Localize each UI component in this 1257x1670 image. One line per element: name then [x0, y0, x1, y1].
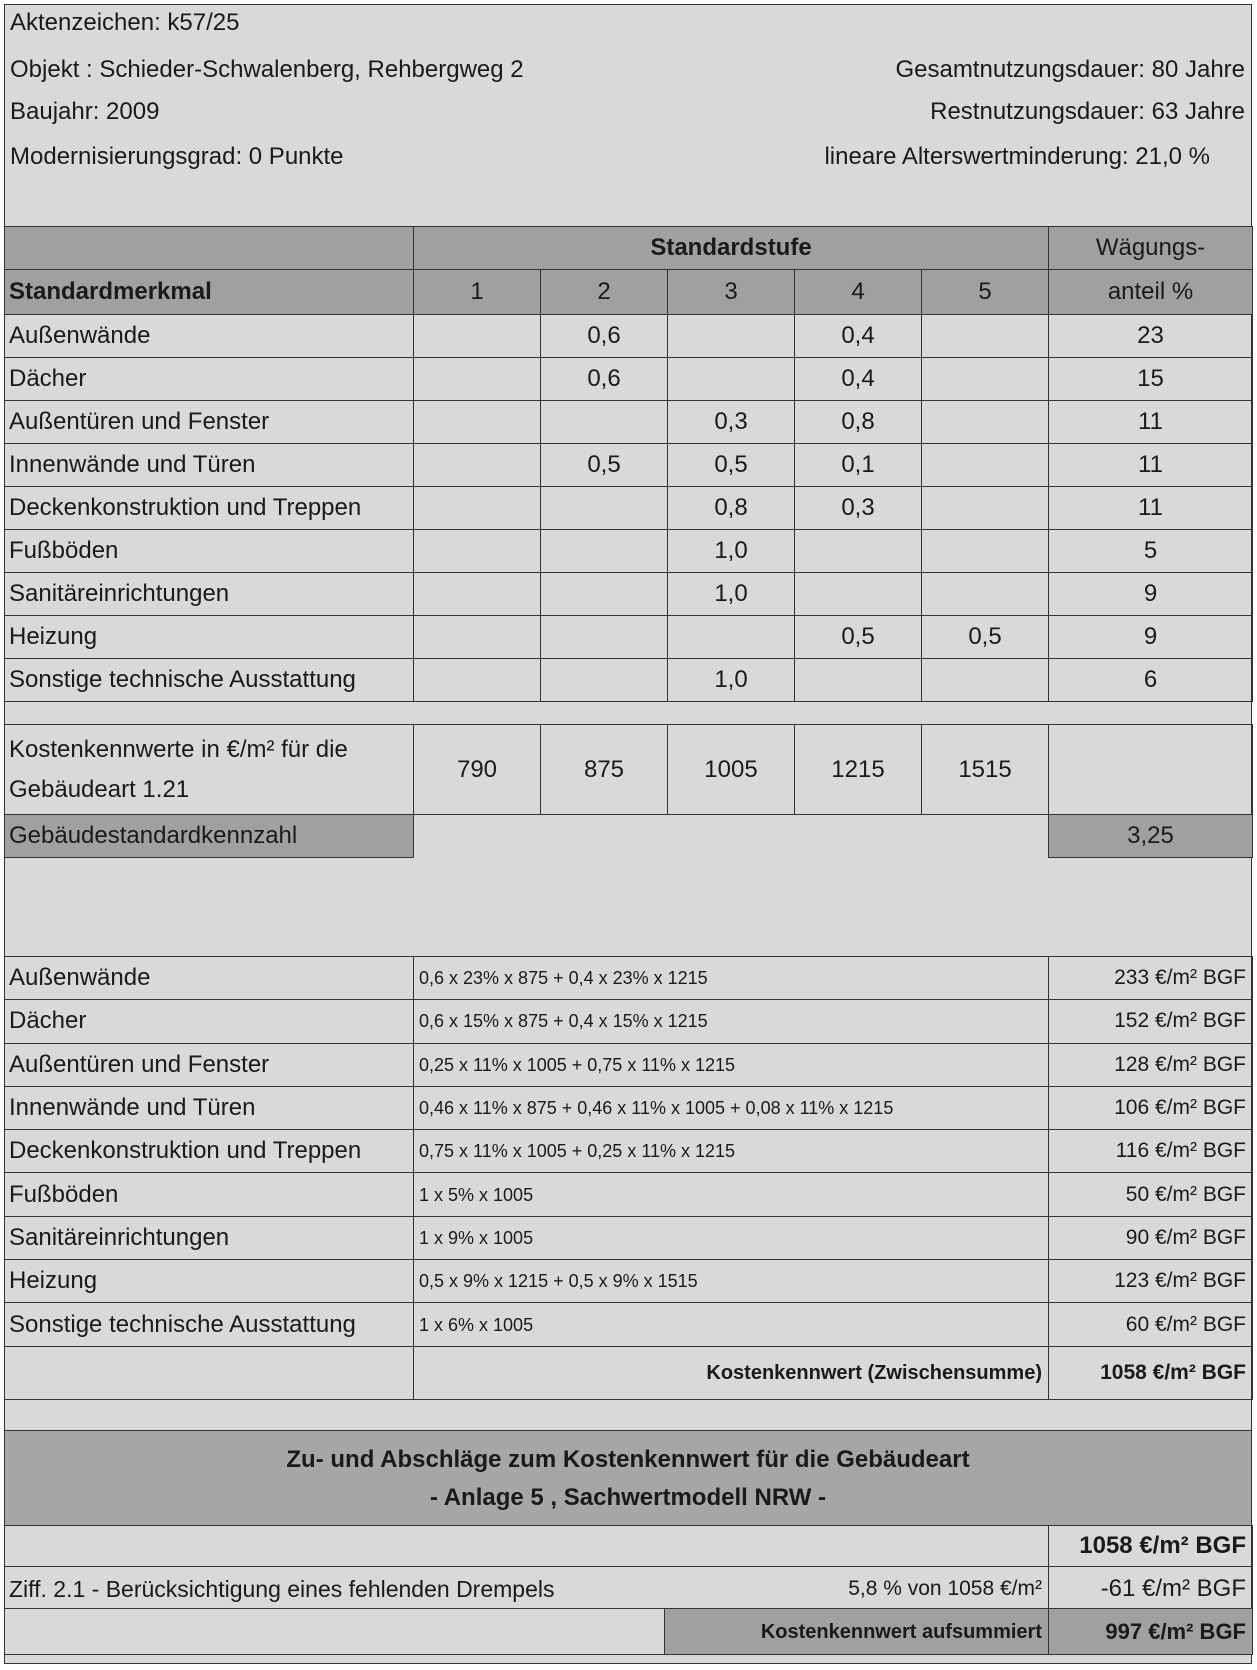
cost-row — [5, 1086, 1253, 1129]
cost-row — [5, 1000, 1253, 1043]
total-value: 997 €/m² BGF — [1049, 1609, 1253, 1655]
cost-value: 123 €/m² BGF — [1049, 1260, 1253, 1303]
merkmal-label: Deckenkonstruktion und Treppen — [5, 487, 414, 530]
stufe-5-header: 5 — [922, 270, 1049, 315]
zwischensumme-label: Kostenkennwert (Zwischensumme) — [414, 1346, 1049, 1399]
stufe-1-value — [414, 530, 541, 573]
standard-row — [5, 358, 1253, 401]
kostenkennwerte-label-1: Kostenkennwerte in €/m² für die — [9, 735, 348, 763]
stufe-4-value — [795, 659, 922, 702]
total-table — [4, 1608, 1253, 1655]
zuschlaege-title — [5, 1430, 1251, 1526]
stufe-3-value — [668, 315, 795, 358]
standard-row — [5, 401, 1253, 444]
kostenkennwert-5: 1515 — [922, 725, 1049, 815]
stufe-3-header: 3 — [668, 270, 795, 315]
stufe-3-value: 1,0 — [668, 530, 795, 573]
standard-row — [5, 487, 1253, 530]
standard-row — [5, 616, 1253, 659]
merkmal-label: Dächer — [5, 358, 414, 401]
stufe-5-value — [922, 315, 1049, 358]
cost-value: 116 €/m² BGF — [1049, 1130, 1253, 1173]
cost-formula: 0,5 x 9% x 1215 + 0,5 x 9% x 1515 — [414, 1260, 1049, 1303]
cost-merkmal-label: Außentüren und Fenster — [5, 1043, 414, 1086]
stufe-4-value: 0,3 — [795, 487, 922, 530]
stufe-5-value — [922, 358, 1049, 401]
item-value: -61 €/m² BGF — [1049, 1567, 1253, 1611]
kostenkennwert-1: 790 — [414, 725, 541, 815]
cost-value: 50 €/m² BGF — [1049, 1173, 1253, 1216]
stufe-2-value — [541, 530, 668, 573]
stufe-1-value — [414, 315, 541, 358]
cost-formula: 1 x 9% x 1005 — [414, 1216, 1049, 1259]
waegungsanteil: 11 — [1049, 444, 1253, 487]
cost-value: 60 €/m² BGF — [1049, 1303, 1253, 1346]
stufe-5-value — [922, 573, 1049, 616]
cost-row — [5, 1216, 1253, 1259]
standardstufe-header: Standardstufe — [414, 227, 1049, 270]
stufe-4-value: 0,8 — [795, 401, 922, 444]
standard-row — [5, 315, 1253, 358]
waegungsanteil: 11 — [1049, 487, 1253, 530]
merkmal-label: Heizung — [5, 616, 414, 659]
stufe-2-header: 2 — [541, 270, 668, 315]
stufe-1-value — [414, 358, 541, 401]
cost-merkmal-label: Sonstige technische Ausstattung — [5, 1303, 414, 1346]
stufe-1-value — [414, 487, 541, 530]
waegungsanteil: 5 — [1049, 530, 1253, 573]
stufe-2-value — [541, 573, 668, 616]
zwischensumme-blank — [5, 1346, 414, 1399]
stufe-1-header: 1 — [414, 270, 541, 315]
stufe-5-value — [922, 530, 1049, 573]
gebaeudestandard-blank — [414, 815, 1049, 858]
stufe-2-value — [541, 659, 668, 702]
stufe-4-value: 0,1 — [795, 444, 922, 487]
waegung-header-1: Wägungs- — [1049, 227, 1253, 270]
standard-row — [5, 573, 1253, 616]
header-blank — [5, 227, 414, 270]
item-label: Ziff. 2.1 - Berücksichtigung eines fehlenden Drempels — [5, 1567, 658, 1611]
merkmal-label: Außentüren und Fenster — [5, 401, 414, 444]
cost-formula: 0,6 x 15% x 875 + 0,4 x 15% x 1215 — [414, 1000, 1049, 1043]
standard-row — [5, 444, 1253, 487]
cost-table — [4, 956, 1253, 1400]
stufe-4-value — [795, 530, 922, 573]
kostenkennwert-blank — [1049, 725, 1253, 815]
stufe-3-value: 0,3 — [668, 401, 795, 444]
stufe-1-value — [414, 616, 541, 659]
stufe-5-value — [922, 444, 1049, 487]
stufe-2-value — [541, 616, 668, 659]
stufe-2-value: 0,5 — [541, 444, 668, 487]
kostenkennwert-4: 1215 — [795, 725, 922, 815]
cost-value: 128 €/m² BGF — [1049, 1043, 1253, 1086]
stufe-2-value — [541, 401, 668, 444]
cost-formula: 1 x 6% x 1005 — [414, 1303, 1049, 1346]
kostenkennwert-2: 875 — [541, 725, 668, 815]
stufe-5-value — [922, 487, 1049, 530]
cost-merkmal-label: Deckenkonstruktion und Treppen — [5, 1130, 414, 1173]
merkmal-label: Sanitäreinrichtungen — [5, 573, 414, 616]
cost-merkmal-label: Heizung — [5, 1260, 414, 1303]
stufe-4-value: 0,4 — [795, 315, 922, 358]
stufe-2-value: 0,6 — [541, 315, 668, 358]
spacer — [5, 702, 1253, 725]
cost-merkmal-label: Dächer — [5, 1000, 414, 1043]
merkmal-label: Innenwände und Türen — [5, 444, 414, 487]
cost-merkmal-label: Sanitäreinrichtungen — [5, 1216, 414, 1259]
stufe-2-value — [541, 487, 668, 530]
stufe-5-value: 0,5 — [922, 616, 1049, 659]
stufe-1-value — [414, 659, 541, 702]
cost-row — [5, 957, 1253, 1000]
zuschlaege-title-2: - Anlage 5 , Sachwertmodell NRW - — [429, 1484, 827, 1511]
stufe-4-value: 0,4 — [795, 358, 922, 401]
zwischensumme-value: 1058 €/m² BGF — [1049, 1346, 1253, 1399]
restnutzungsdauer: Restnutzungsdauer: 63 Jahre — [930, 98, 1245, 125]
kostenkennwert-3: 1005 — [668, 725, 795, 815]
gesamtnutzungsdauer: Gesamtnutzungsdauer: 80 Jahre — [895, 56, 1245, 83]
merkmal-label: Sonstige technische Ausstattung — [5, 659, 414, 702]
waegungsanteil: 11 — [1049, 401, 1253, 444]
start-blank — [5, 1526, 1049, 1567]
merkmal-label: Fußböden — [5, 530, 414, 573]
waegungsanteil: 15 — [1049, 358, 1253, 401]
item-calc: 5,8 % von 1058 €/m² — [658, 1567, 1049, 1611]
merkmal-label: Außenwände — [5, 315, 414, 358]
cost-formula: 0,25 x 11% x 1005 + 0,75 x 11% x 1215 — [414, 1043, 1049, 1086]
standard-row — [5, 530, 1253, 573]
waegungsanteil: 9 — [1049, 573, 1253, 616]
total-blank — [5, 1609, 665, 1655]
valuation-sheet — [4, 4, 1252, 1664]
standardmerkmal-header: Standardmerkmal — [5, 270, 414, 315]
cost-row — [5, 1130, 1253, 1173]
alterswertminderung: lineare Alterswertminderung: 21,0 % — [824, 143, 1210, 170]
kostenkennwerte-label-2: Gebäudeart 1.21 — [9, 775, 190, 803]
waegung-header-2: anteil % — [1049, 270, 1253, 315]
stufe-3-value: 0,5 — [668, 444, 795, 487]
stufe-1-value — [414, 401, 541, 444]
cost-row — [5, 1260, 1253, 1303]
cost-value: 106 €/m² BGF — [1049, 1086, 1253, 1129]
stufe-3-value: 0,8 — [668, 487, 795, 530]
object-info — [5, 5, 1251, 226]
objekt: Objekt : Schieder-Schwalenberg, Rehbergweg 2 — [10, 56, 524, 83]
stufe-4-header: 4 — [795, 270, 922, 315]
cost-formula: 0,75 x 11% x 1005 + 0,25 x 11% x 1215 — [414, 1130, 1049, 1173]
cost-merkmal-label: Außenwände — [5, 957, 414, 1000]
modernisierungsgrad: Modernisierungsgrad: 0 Punkte — [10, 143, 344, 170]
total-label: Kostenkennwert aufsummiert — [665, 1609, 1049, 1655]
stufe-1-value — [414, 444, 541, 487]
kostenkennwerte-label — [5, 725, 414, 815]
stufe-4-value — [795, 573, 922, 616]
gebaeudestandard-value: 3,25 — [1049, 815, 1253, 858]
stufe-3-value — [668, 616, 795, 659]
cost-formula: 0,46 x 11% x 875 + 0,46 x 11% x 1005 + 0,08 x 11% x 1215 — [414, 1086, 1049, 1129]
stufe-2-value: 0,6 — [541, 358, 668, 401]
start-value: 1058 €/m² BGF — [1049, 1526, 1253, 1567]
stufe-3-value — [668, 358, 795, 401]
cost-merkmal-label: Fußböden — [5, 1173, 414, 1216]
cost-merkmal-label: Innenwände und Türen — [5, 1086, 414, 1129]
waegungsanteil: 23 — [1049, 315, 1253, 358]
gebaeudestandard-label: Gebäudestandardkennzahl — [5, 815, 414, 858]
cost-value: 152 €/m² BGF — [1049, 1000, 1253, 1043]
stufe-5-value — [922, 401, 1049, 444]
zuschlaege-table — [4, 1525, 1253, 1611]
aktenzeichen: Aktenzeichen: k57/25 — [10, 9, 240, 36]
stufe-4-value: 0,5 — [795, 616, 922, 659]
stufe-1-value — [414, 573, 541, 616]
waegungsanteil: 6 — [1049, 659, 1253, 702]
cost-row — [5, 1303, 1253, 1346]
cost-value: 233 €/m² BGF — [1049, 957, 1253, 1000]
cost-row — [5, 1043, 1253, 1086]
stufe-5-value — [922, 659, 1049, 702]
zuschlaege-title-1: Zu- und Abschläge zum Kostenkennwert für die Gebäudeart — [286, 1446, 970, 1473]
standard-table — [4, 226, 1253, 858]
cost-value: 90 €/m² BGF — [1049, 1216, 1253, 1259]
baujahr: Baujahr: 2009 — [10, 98, 160, 125]
cost-row — [5, 1173, 1253, 1216]
stufe-3-value: 1,0 — [668, 573, 795, 616]
cost-formula: 1 x 5% x 1005 — [414, 1173, 1049, 1216]
cost-formula: 0,6 x 23% x 875 + 0,4 x 23% x 1215 — [414, 957, 1049, 1000]
standard-row — [5, 659, 1253, 702]
stufe-3-value: 1,0 — [668, 659, 795, 702]
waegungsanteil: 9 — [1049, 616, 1253, 659]
